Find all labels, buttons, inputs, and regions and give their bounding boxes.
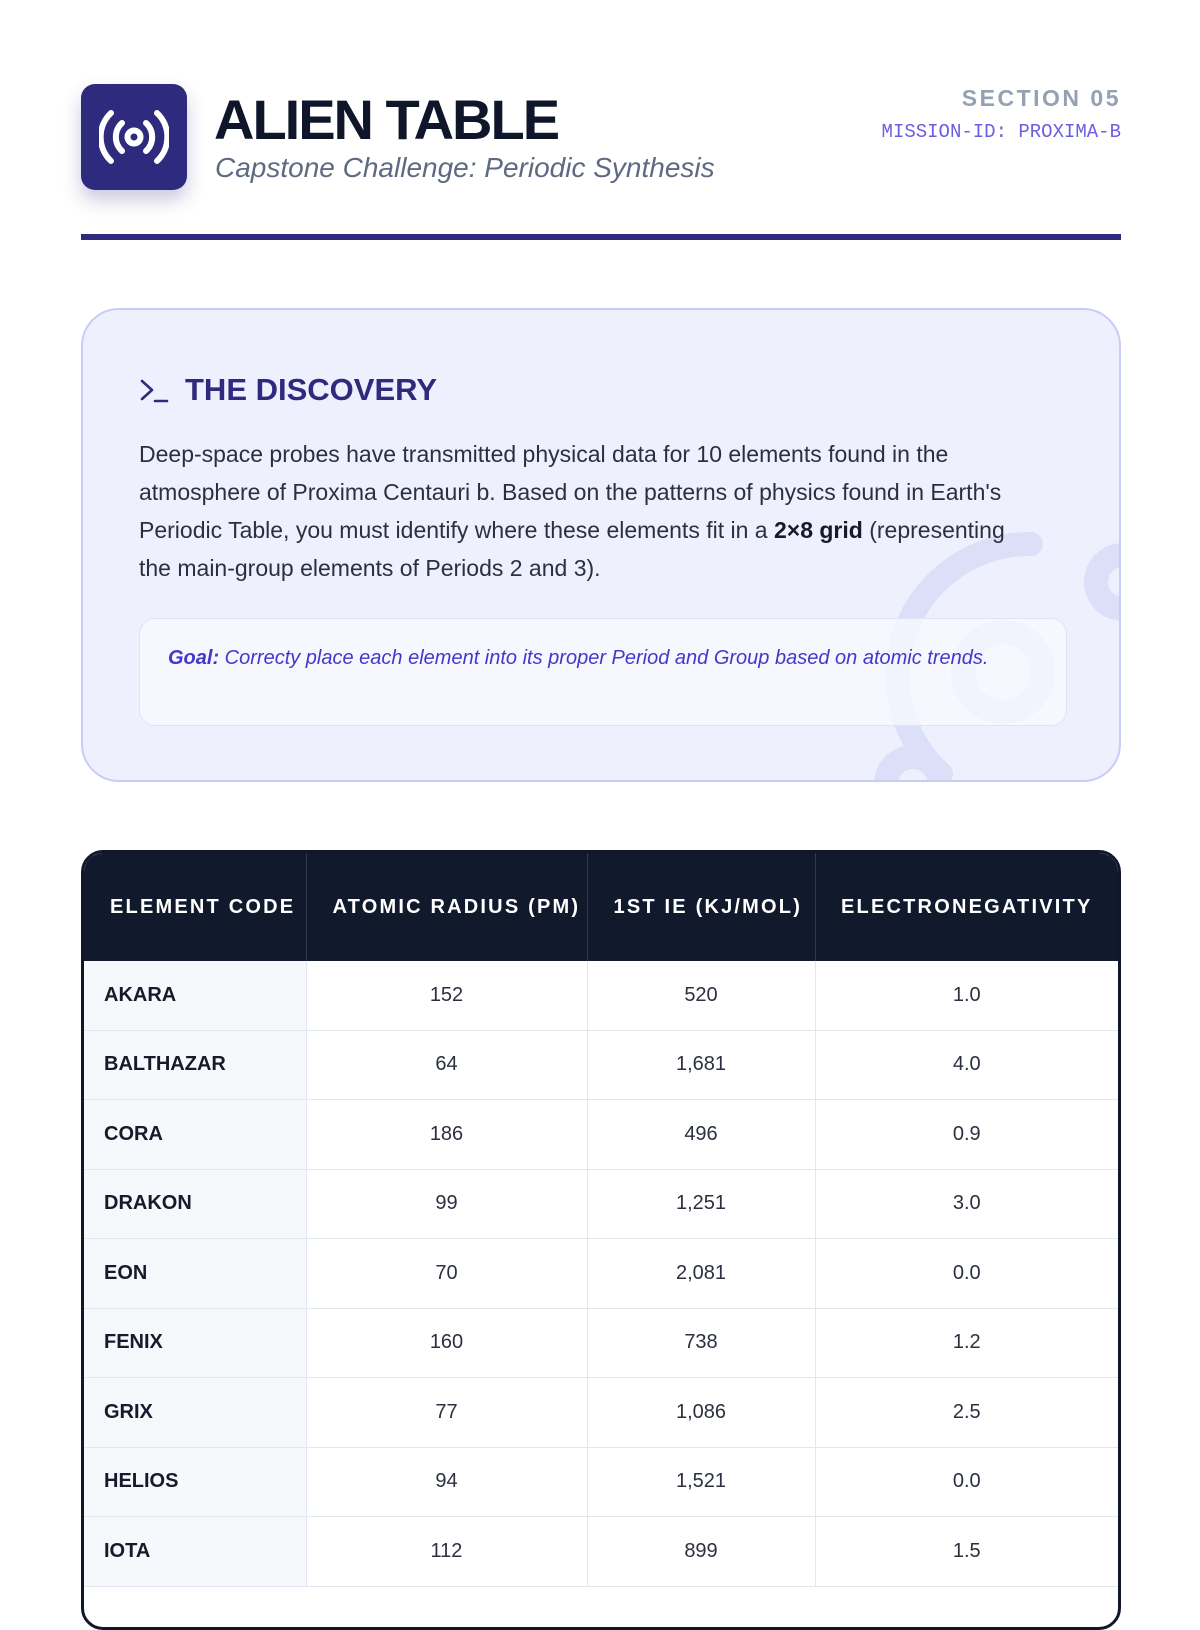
- element-code-cell: IOTA: [84, 1517, 306, 1587]
- atomic-radius-cell: 70: [306, 1239, 587, 1309]
- page-header: [81, 84, 1121, 194]
- electronegativity-cell: 1.0: [815, 961, 1118, 1030]
- atomic-radius-cell: 64: [306, 1030, 587, 1100]
- electronegativity-cell: 2.5: [815, 1378, 1118, 1448]
- goal-label: Goal:: [168, 647, 220, 669]
- element-code-cell: HELIOS: [84, 1447, 306, 1517]
- electronegativity-cell: 1.5: [815, 1517, 1118, 1587]
- ionization-energy-cell: 899: [587, 1517, 815, 1587]
- discovery-title: THE DISCOVERY: [185, 372, 438, 407]
- table-header-row: [84, 853, 1118, 961]
- ionization-energy-cell: 1,086: [587, 1378, 815, 1448]
- element-code-cell: FENIX: [84, 1308, 306, 1378]
- page-subtitle: Capstone Challenge: Periodic Synthesis: [215, 152, 715, 183]
- mission-id: MISSION-ID: PROXIMA-B: [881, 121, 1121, 143]
- atomic-radius-cell: 77: [306, 1378, 587, 1448]
- atomic-radius-cell: 160: [306, 1308, 587, 1378]
- atomic-radius-cell: 94: [306, 1447, 587, 1517]
- discovery-text-part: (representing the main-group elements of Periods 2 and 3).: [139, 517, 1005, 581]
- terminal-icon: [139, 378, 169, 404]
- column-header-atomic-radius: ATOMIC RADIUS (PM): [306, 853, 587, 961]
- column-header-first-ionization-energy: 1ST IE (KJ/MOL): [587, 853, 815, 961]
- table-row: [84, 1100, 1118, 1170]
- broadcast-signal-icon: [99, 106, 169, 168]
- element-code-cell: AKARA: [84, 961, 306, 1030]
- electronegativity-cell: 3.0: [815, 1169, 1118, 1239]
- element-code-cell: EON: [84, 1239, 306, 1309]
- ionization-energy-cell: 1,681: [587, 1030, 815, 1100]
- electronegativity-cell: 0.0: [815, 1239, 1118, 1309]
- section-label: SECTION 05: [961, 85, 1121, 111]
- goal-text: Correcty place each element into its proper Period and Group based on atomic trends.: [219, 647, 989, 669]
- header-divider: [81, 234, 1121, 240]
- table-row: [84, 961, 1118, 1030]
- electronegativity-cell: 1.2: [815, 1308, 1118, 1378]
- ionization-energy-cell: 496: [587, 1100, 815, 1170]
- ionization-energy-cell: 2,081: [587, 1239, 815, 1309]
- atomic-radius-cell: 186: [306, 1100, 587, 1170]
- table-row: [84, 1378, 1118, 1448]
- atomic-radius-cell: 112: [306, 1517, 587, 1587]
- elements-table: [84, 853, 1118, 1587]
- discovery-text-part: Deep-space probes have transmitted physical data for 10 elements found in the atmosphere of Proxima Centauri b. Based on the patterns of physics found in Earth's Periodic Table, you must identify where these elements fit in a: [139, 441, 1002, 543]
- table-row: [84, 1517, 1118, 1587]
- ionization-energy-cell: 520: [587, 961, 815, 1030]
- logo: [81, 84, 187, 190]
- element-code-cell: DRAKON: [84, 1169, 306, 1239]
- element-code-cell: CORA: [84, 1100, 306, 1170]
- electronegativity-cell: 0.0: [815, 1447, 1118, 1517]
- ionization-energy-cell: 1,521: [587, 1447, 815, 1517]
- table-row: [84, 1239, 1118, 1309]
- electronegativity-cell: 4.0: [815, 1030, 1118, 1100]
- table-row: [84, 1308, 1118, 1378]
- atomic-radius-cell: 99: [306, 1169, 587, 1239]
- element-data-table: [81, 850, 1121, 1630]
- column-header-electronegativity: ELECTRONEGATIVITY: [815, 853, 1118, 961]
- electronegativity-cell: 0.9: [815, 1100, 1118, 1170]
- table-row: [84, 1447, 1118, 1517]
- element-code-cell: GRIX: [84, 1378, 306, 1448]
- element-code-cell: BALTHAZAR: [84, 1030, 306, 1100]
- ionization-energy-cell: 738: [587, 1308, 815, 1378]
- atomic-radius-cell: 152: [306, 961, 587, 1030]
- discovery-card: [81, 308, 1121, 782]
- goal-callout: [139, 618, 1067, 726]
- grid-size-highlight: 2×8 grid: [773, 517, 863, 543]
- column-header-element-code: ELEMENT CODE: [84, 853, 306, 961]
- page-title: ALIEN TABLE: [214, 88, 559, 151]
- table-row: [84, 1030, 1118, 1100]
- discovery-description: [139, 435, 1039, 587]
- table-row: [84, 1169, 1118, 1239]
- ionization-energy-cell: 1,251: [587, 1169, 815, 1239]
